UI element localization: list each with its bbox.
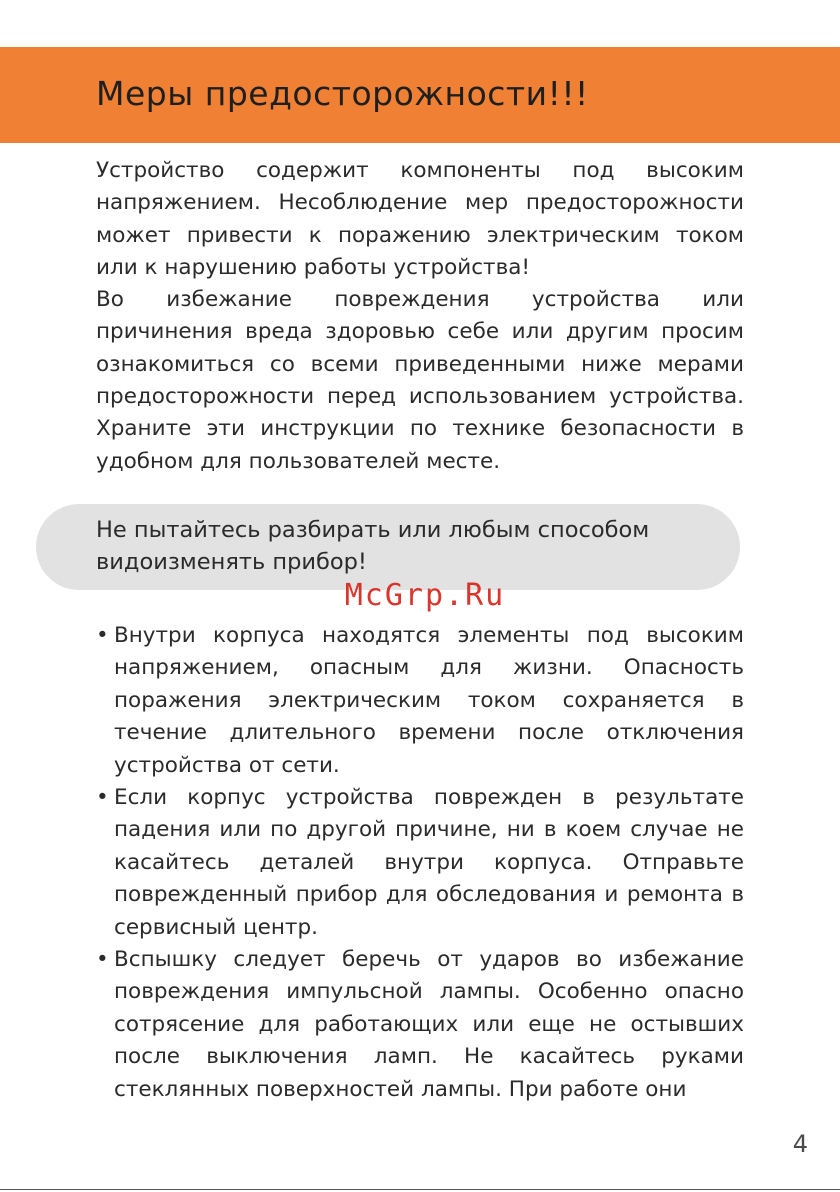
list-item-text: Внутри корпуса находятся элементы под высоким напряжением, опасным для жизни. Опасность поражения электрическим током сохраняется в течение длительного времени после отключения устройства от сети. bbox=[114, 623, 744, 778]
bottom-rule bbox=[0, 1189, 840, 1190]
intro-section bbox=[96, 155, 744, 478]
list-item-text: Если корпус устройства поврежден в результате падения или по другой причине, ни в коем случае не касайтесь деталей внутри корпуса. Отправьте поврежденный прибор для обследования и ремонта в сервисный центр. bbox=[114, 785, 744, 940]
list-item bbox=[96, 944, 744, 1106]
list-item bbox=[96, 782, 744, 944]
watermark: McGrp.Ru bbox=[344, 578, 506, 613]
intro-paragraph-2: Во избежание повреждения устройства или причинения вреда здоровью себе или другим просим ознакомиться со всеми приведенными ниже мерами предосторожности перед использованием устройства. Храните эти инструкции по технике безопасности в удобном для пользователей месте. bbox=[96, 287, 744, 474]
intro-paragraph-1: Устройство содержит компоненты под высоким напряжением. Несоблюдение мер предосторожности может привести к поражению электрическим током или к нарушению работы устройства! bbox=[96, 158, 744, 280]
list-item-text: Вспышку следует беречь от ударов во избежание повреждения импульсной лампы. Особенно опасно сотрясение для работающих или еще не остывших после выключения ламп. Не касайтесь руками стеклянных поверхностей лампы. При работе они bbox=[114, 947, 744, 1102]
page-title: Меры предосторожности!!! bbox=[96, 74, 589, 113]
bullet-icon: • bbox=[96, 947, 109, 973]
bullet-icon: • bbox=[96, 785, 109, 811]
bullet-icon: • bbox=[96, 623, 109, 648]
page-number: 4 bbox=[792, 1130, 808, 1158]
list-item bbox=[96, 620, 744, 782]
safety-bullet-list bbox=[96, 620, 744, 1106]
warning-text: Не пытайтесь разбирать или любым способом видоизменять прибор! bbox=[96, 517, 650, 575]
